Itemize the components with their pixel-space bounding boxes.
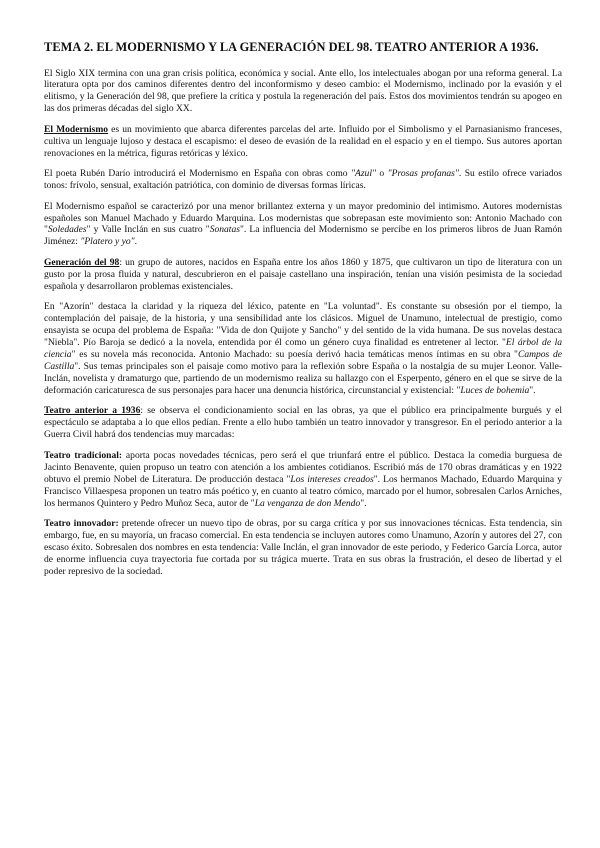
text-run: . Su estilo ofrece variados tonos: frívolo, sensual, exaltación patriótica, con dominio de diversas formas líricas. <box>44 168 563 192</box>
work-title: La venganza de don Mendo <box>254 497 361 509</box>
text-run: ". Los hermanos Machado, Eduardo Marquina y Francisco Villaespesa proponen un teatro más poético y, en cuanto al teatro cómico, marcado por el humor, sobresalen Carlos Arniches, los hermanos Quintero y Pedro Muñoz Seca, autor de " <box>44 473 562 509</box>
work-title: Los intereses creados <box>290 473 374 485</box>
work-title: El árbol de la ciencia <box>44 337 562 361</box>
modernismo-heading: El Modernismo <box>44 123 109 135</box>
work-title: Campos de Castilla <box>44 349 562 373</box>
teatro-heading: Teatro anterior a 1936 <box>44 405 141 417</box>
document-title: TEMA 2. EL MODERNISMO Y LA GENERACIÓN DEL 98. TEATRO ANTERIOR A 1936. <box>44 40 539 54</box>
modernismo-paragraph-3 <box>44 201 562 249</box>
generacion98-paragraph-2 <box>44 301 562 397</box>
text-run: aporta pocas novedades técnicas, pero será el que triunfará entre el público. Destaca la comedia burguesa de Jacinto Benavente, quien propuso un teatro con atención a los ambientes cotidianos. Escribió más de 170 obras dramáticas y en 1922 obtuvo el premio Nobel de Literatura. De producción destaca " <box>44 449 562 485</box>
teatro-tradicional-heading: Teatro tradicional: <box>44 449 123 461</box>
text-run: ". Sus temas principales son el paisaje como motivo para la reflexión sobre España o la nostalgia de su mujer Leonor. Valle-Inclán, novelista y dramaturgo que, partiendo de un modernismo realiza su hallazgo con el Esperpento, género en el que se sirve de la deformación caricaturesca de sus personajes para hacer una denuncia histórica, circunstancial y existencial: " <box>44 361 562 396</box>
text-run: ". <box>529 384 536 396</box>
text-run: : se observa el condicionamiento social en las obras, ya que el público era principalmente burgués y el espectáculo se adaptaba a lo que ellos pedían. Frente a ello hubo también un teatro innovador y transgresor. En el periodo anterior a la Guerra Civil habrá dos tendencias muy marcadas: <box>44 405 562 441</box>
teatro-innovador-heading: Teatro innovador: <box>44 518 119 529</box>
text-run: En "Azorín" destaca la claridad y la riqueza del léxico, patente en "La voluntad". Es constante su obsesión por el tiempo, la contemplación del paisaje, de la historia, y una sensibilidad ante los clásicos. Miguel de Unamuno, intelectual de prestigio, como ensayista se ocupa del problema de España: "Vida de don Quijote y Sancho" y del sentido de la vida humana. De sus novelas destaca "Niebla". Pío Baroja se dedicó a la novela, entendida por él como un género cuya finalidad es entretener al lector. " <box>44 301 562 349</box>
text-run: o <box>375 168 388 180</box>
text-run: " es su novela más reconocida. Antonio Machado: su poesía derivó hacia temáticas menos íntimas en su obra " <box>71 349 518 361</box>
intro-paragraph: El Siglo XIX termina con una gran crisis política, económica y social. Ante ello, los intelectuales abogan por una reforma general. La literatura opta por dos caminos diferentes dentro del inconformismo y deseo cambio: el Modernismo, inclinado por la evasión y el elitismo, y la Generación del 98, que prefiere la crítica y postula la regeneración del país. Estos dos movimientos tendrán su apogeo en las dos primeras décadas del siglo XX. <box>44 67 562 115</box>
modernismo-paragraph-2 <box>44 168 562 192</box>
work-title: Soledades <box>47 224 87 236</box>
text-run: El poeta Rubén Darío introducirá el Modernismo en España con obras como <box>44 168 351 180</box>
text-run: pretende ofrecer un nuevo tipo de obras, por su carga crítica y por sus innovaciones técnicas. Esta tendencia, sin embargo, fue, en su mayoría, un fracaso comercial. En esta tendencia se incluyen autores como Unamuno, Azorín y autores del 27, con escaso éxito. Sobresalen dos nombres en esta tendencia: Valle Inclán, el gran innovador de este periodo, y Federico García Lorca, autor de enorme influencia cuya trayectoria fue cortada por su trágica muerte. Trata en sus obras la frustración, el deseo de libertad y el poder represivo de la sociedad. <box>44 518 563 577</box>
text-run: " y Valle Inclán en sus cuatro " <box>86 224 210 236</box>
text-run: : un grupo de autores, nacidos en España entre los años 1860 y 1875, que cultivaron un tipo de literatura con un gusto por la prosa fluida y natural, descubrieron en el paisaje castellano una inspiración, tenían una visión pesimista de la sociedad española y desarrollaron problemas existenciales. <box>44 256 562 292</box>
work-title: "Azul" <box>350 168 376 180</box>
generacion98-heading: Generación del 98 <box>44 256 120 268</box>
generacion98-paragraph-1 <box>44 257 562 293</box>
text-run: ". La influencia del Modernismo se percibe en los primeros libros de Juan Ramón Jiménez: <box>44 224 562 248</box>
modernismo-text-1: es un movimiento que abarca diferentes parcelas del arte. Influido por el Simbolismo y el Parnasianismo franceses, cultiva un lenguaje lujoso y destaca el escapismo: el deseo de evasión de la realidad en el espacio y en el tiempo. Sus autores aportan renovaciones en la métrica, figuras retóricas y léxico. <box>44 123 562 159</box>
teatro-paragraph-1 <box>44 405 562 441</box>
teatro-innovador-paragraph <box>44 518 562 578</box>
text-run: ". <box>360 497 367 509</box>
work-title: "Platero y yo" <box>80 236 135 248</box>
teatro-tradicional-paragraph <box>44 450 562 510</box>
text-run: El Modernismo español se caracterizó por una menor brillantez externa y un mayor predominio del intimismo. Autores modernistas españoles son Manuel Machado y Eduardo Marquina. Los modernistas que sobrepasan este movimiento son: Antonio Machado con " <box>44 200 562 236</box>
work-title: Luces de bohemia <box>460 384 530 396</box>
modernismo-paragraph-1 <box>44 124 562 160</box>
work-title: "Prosas profanas" <box>387 168 459 180</box>
work-title: Sonatas <box>209 224 240 236</box>
text-run: . <box>134 236 138 248</box>
